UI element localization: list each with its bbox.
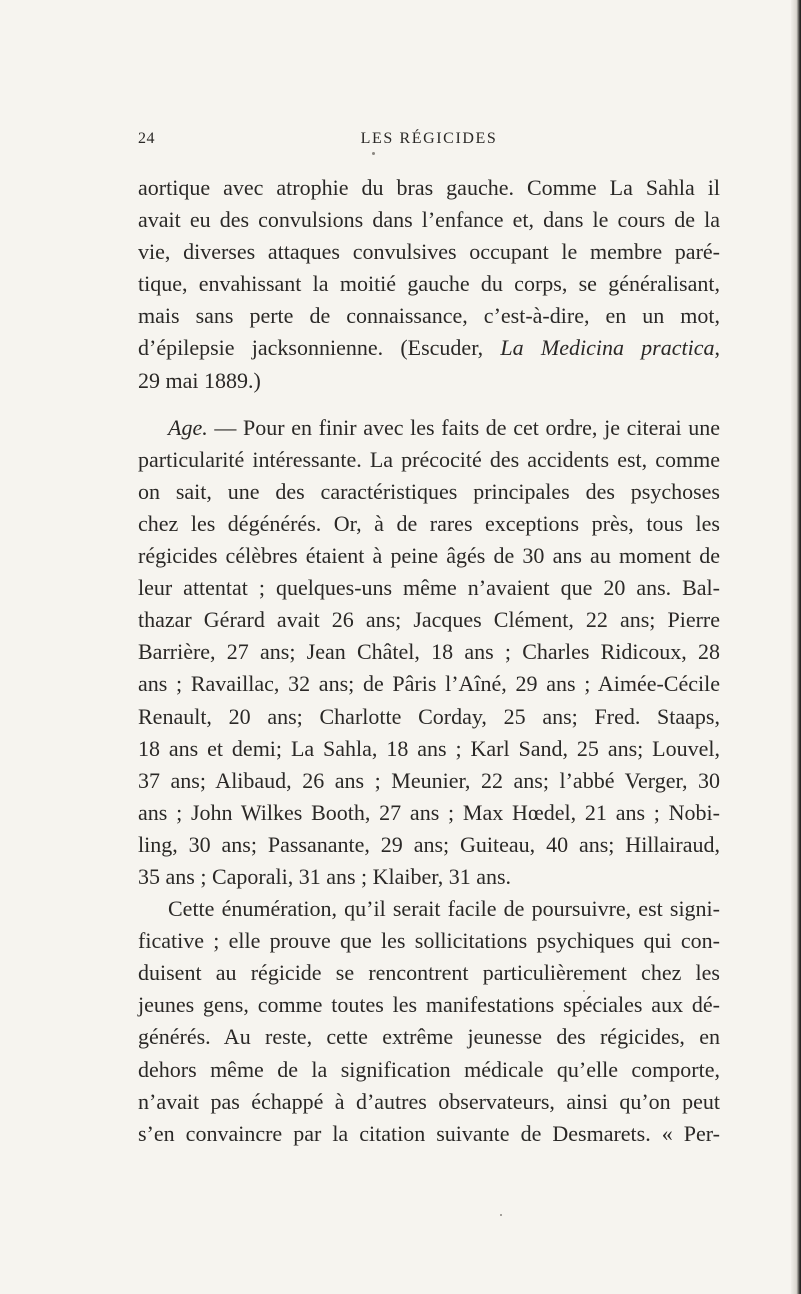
- text-line: Barrière, 27 ans; Jean Châtel, 18 ans ; Charles Ridicoux, 28: [138, 639, 720, 665]
- text-line: 35 ans ; Caporali, 31 ans ; Klaiber, 31 ans.: [138, 863, 512, 889]
- text-line: mais sans perte de connaissance, c’est-à-dire, en un mot,: [138, 303, 720, 329]
- text-line: jeunes gens, comme toutes les manifestations spéciales aux dé-: [138, 992, 720, 1018]
- text-line: ficative ; elle prouve que les sollicitations psychiques qui con-: [138, 928, 720, 954]
- text-line: tique, envahissant la moitié gauche du corps, se généralisant,: [138, 271, 720, 297]
- text-line: vie, diverses attaques convulsives occupant le membre paré-: [138, 239, 720, 265]
- text-line: particularité intéressante. La précocité des accidents est, comme: [138, 446, 720, 472]
- text-line: ans ; Ravaillac, 32 ans; de Pâris l’Aîné, 29 ans ; Aimée-Cécile: [138, 671, 720, 697]
- text-line: ling, 30 ans; Passanante, 29 ans; Guiteau, 40 ans; Hillairaud,: [138, 831, 720, 857]
- text-line: on sait, une des caractéristiques principales des psychoses: [138, 478, 720, 504]
- text-line: avait eu des convulsions dans l’enfance et, dans le cours de la: [138, 207, 720, 233]
- text-line: ans ; John Wilkes Booth, 27 ans ; Max Hœdel, 21 ans ; Nobi-: [138, 799, 720, 825]
- section-heading: Age.: [168, 414, 208, 440]
- text-line-with-heading: [138, 412, 720, 444]
- text-line: Cette énumération, qu’il serait facile de poursuivre, est signi-: [168, 896, 720, 922]
- text-line: leur attentat ; quelques-uns même n’avaient que 20 ans. Bal-: [138, 575, 720, 601]
- running-title: LES RÉGICIDES: [360, 130, 498, 147]
- text-line: chez les dégénérés. Or, à de rares exceptions près, tous les: [138, 510, 720, 536]
- paragraph-2: [138, 412, 720, 893]
- page-number: 24: [138, 130, 155, 147]
- text-line: thazar Gérard avait 26 ans; Jacques Clément, 22 ans; Pierre: [138, 607, 720, 633]
- text-fragment: ,: [714, 335, 720, 361]
- paper-speck: [372, 152, 375, 155]
- paragraph-3: [138, 893, 720, 1150]
- page-binding-edge: [791, 0, 801, 1294]
- text-line: générés. Au reste, cette extrême jeunesse des régicides, en: [138, 1024, 720, 1050]
- citation-title: La Medicina practica: [500, 335, 715, 361]
- text-line: s’en convaincre par la citation suivante de Desmarets. « Per-: [138, 1120, 720, 1146]
- text-line-with-citation: [138, 332, 720, 364]
- text-line: régicides célèbres étaient à peine âgés de 30 ans au moment de: [138, 543, 720, 569]
- paper-speck: [500, 1214, 502, 1216]
- text-fragment: d’épilepsie jacksonnienne. (Escuder,: [138, 335, 501, 361]
- paragraph-1: [138, 172, 720, 397]
- body-text: [138, 172, 720, 1150]
- text-fragment: — Pour en finir avec les faits de cet ordre, je citerai une: [207, 414, 720, 440]
- text-line: aortique avec atrophie du bras gauche. Comme La Sahla il: [138, 175, 720, 200]
- text-line: 18 ans et demi; La Sahla, 18 ans ; Karl Sand, 25 ans; Louvel,: [138, 735, 720, 761]
- text-line: dehors même de la signification médicale qu’elle comporte,: [138, 1056, 720, 1082]
- text-line: 29 mai 1889.): [138, 367, 261, 393]
- page-header: [138, 130, 720, 156]
- text-line: Renault, 20 ans; Charlotte Corday, 25 ans; Fred. Staaps,: [138, 703, 720, 729]
- text-line: duisent au régicide se rencontrent particulièrement chez les: [138, 960, 720, 986]
- paper-speck: [583, 990, 585, 992]
- text-line: 37 ans; Alibaud, 26 ans ; Meunier, 22 ans; l’abbé Verger, 30: [138, 767, 720, 793]
- paragraph-gap: [138, 397, 720, 412]
- text-line: n’avait pas échappé à d’autres observateurs, ainsi qu’on peut: [138, 1088, 720, 1114]
